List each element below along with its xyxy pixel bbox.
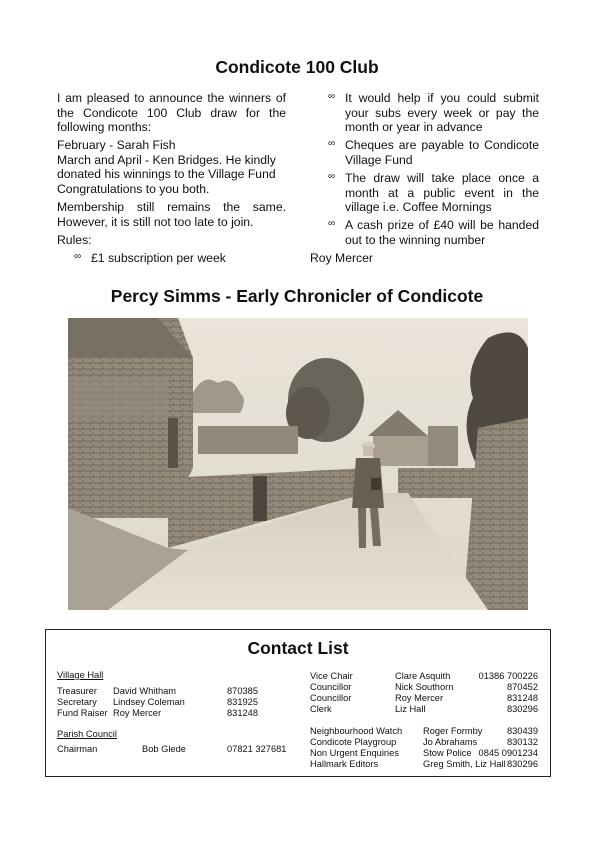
rule-item	[310, 91, 539, 135]
contact-name: Bob Glede	[142, 744, 186, 754]
infinity-bullet-icon: ∞	[328, 91, 336, 102]
contact-name: David Whitham	[113, 686, 177, 696]
contact-role: Vice Chair	[310, 671, 353, 681]
rule-text: The draw will take place once a month at a public event in the village i.e. Coffee Mornings	[345, 170, 539, 215]
contact-phone: 830296	[506, 704, 538, 714]
rule-item	[310, 218, 539, 247]
contact-name: Clare Asquith	[395, 671, 451, 681]
rule-item	[310, 171, 539, 215]
contact-role: Hallmark Editors	[310, 759, 379, 769]
club-title: Condicote 100 Club	[215, 57, 379, 77]
infinity-bullet-icon: ∞	[328, 218, 336, 230]
contact-list-title: Contact List	[247, 638, 349, 658]
membership-note: Membership still remains the same. However, it is still not too late to join.	[57, 200, 286, 229]
rule-text: It would help if you could submit your subs every week or pay the month or year in advance	[345, 91, 539, 135]
contact-list-box	[45, 629, 551, 777]
contact-name: Liz Hall	[395, 704, 426, 714]
contact-phone: 01386 700226	[478, 671, 538, 681]
contact-phone: 0845 0901234	[478, 748, 538, 758]
contact-phone: 870385	[227, 686, 259, 696]
club-signoff: Roy Mercer	[310, 250, 373, 265]
winner-february: February - Sarah Fish	[57, 138, 176, 153]
congratulations: Congratulations to you both.	[57, 182, 210, 197]
contact-phone: 831248	[227, 708, 259, 718]
contact-role: Clerk	[310, 704, 332, 714]
rules-heading: Rules:	[57, 232, 92, 247]
contact-name: Jo Abrahams	[423, 737, 478, 747]
contact-phone: 831248	[506, 693, 538, 703]
contact-role: Neighbourhood Watch	[310, 726, 403, 736]
contact-name: Stow Police	[423, 748, 472, 758]
contact-role: Fund Raiser	[57, 708, 108, 718]
contact-role: Non Urgent Enquiries	[310, 748, 399, 758]
village-hall-heading: Village Hall	[57, 670, 104, 680]
infinity-bullet-icon: ∞	[328, 138, 336, 150]
contact-role: Councillor	[310, 693, 352, 703]
village-lane-photo	[68, 318, 528, 610]
contact-phone: 830296	[506, 759, 538, 769]
contact-role: Chairman	[57, 744, 98, 754]
winner-march-april: March and April - Ken Bridges. He kindly donated his winnings to the Village Fund	[57, 152, 276, 182]
percy-title: Percy Simms - Early Chronicler of Condicote	[110, 286, 484, 306]
contact-name: Roy Mercer	[113, 708, 162, 718]
rule-text: Cheques are payable to Condicote Village Fund	[345, 138, 539, 167]
contact-name: Lindsey Coleman	[113, 697, 185, 707]
contact-name: Roy Mercer	[395, 693, 444, 703]
parish-council-heading: Parish Council	[57, 729, 117, 739]
contact-name: Nick Southorn	[395, 682, 454, 692]
infinity-bullet-icon: ∞	[74, 250, 82, 262]
infinity-bullet-icon: ∞	[328, 170, 336, 182]
rule-text: £1 subscription per week	[91, 250, 226, 265]
contact-name: Greg Smith, Liz Hall	[423, 759, 506, 769]
club-right-column	[310, 91, 539, 266]
contact-role: Secretary	[57, 697, 97, 707]
contact-phone: 830439	[506, 726, 538, 736]
club-intro: I am pleased to announce the winners of the Condicote 100 Club draw for the following months:	[57, 91, 286, 135]
contact-role: Councillor	[310, 682, 352, 692]
contact-phone: 830132	[506, 737, 538, 747]
rule-text: A cash prize of £40 will be handed out to the winning number	[345, 218, 539, 247]
contact-phone: 831925	[227, 697, 259, 707]
contact-phone: 07821 327681	[227, 744, 287, 754]
percy-simms-photo	[68, 318, 528, 610]
contact-phone: 870452	[506, 682, 538, 692]
contact-role: Treasurer	[57, 686, 97, 696]
contact-name: Roger Formby	[423, 726, 483, 736]
contact-role: Condicote Playgroup	[310, 737, 397, 747]
rule-item	[310, 138, 539, 167]
rule-item	[57, 251, 286, 266]
club-left-column	[57, 91, 286, 269]
